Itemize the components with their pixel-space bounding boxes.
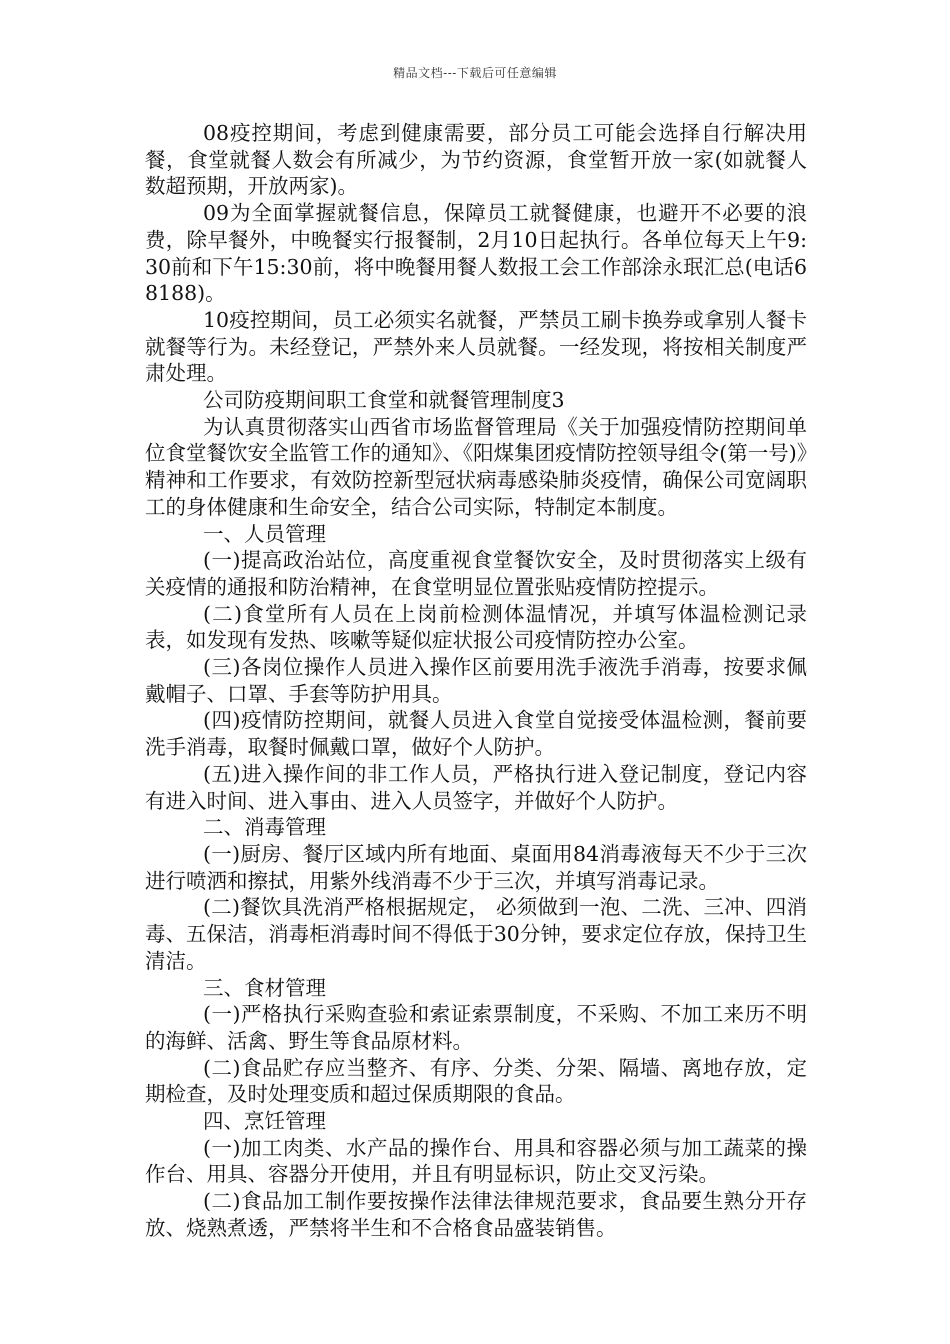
paragraph-personnel-3: (三)各岗位操作人员进入操作区前要用洗手液洗手消毒，按要求佩戴帽子、口罩、手套等防护用具。 <box>145 655 807 706</box>
page-header: 精品文档---下载后可任意编辑 <box>393 66 557 80</box>
paragraph-disinfection-1: (一)厨房、餐厅区域内所有地面、桌面用84消毒液每天不少于三次进行喷洒和擦拭，用紫外线消毒不少于三次，并填写消毒记录。 <box>145 841 807 893</box>
paragraph-personnel-1: (一)提高政治站位，高度重视食堂餐饮安全，及时贯彻落实上级有关疫情的通报和防治精神，在食堂明显位置张贴疫情防控提示。 <box>145 548 807 599</box>
paragraph-09-meal-reporting: 09为全面掌握就餐信息，保障员工就餐健康，也避开不必要的浪费，除早餐外，中晚餐实行报餐制，2月10日起执行。各单位每天上午9:30前和下午15:30前，将中晚餐用餐人数报工会工作部涂永珉汇总(电话68188)。 <box>145 201 807 306</box>
paragraph-personnel-5: (五)进入操作间的非工作人员，严格执行进入登记制度，登记内容有进入时间、进入事由、进入人员签字，并做好个人防护。 <box>145 761 807 813</box>
paragraph-cooking-2: (二)食品加工制作要按操作法律法律规范要求，食品要生熟分开存放、烧熟煮透，严禁将半生和不合格食品盛装销售。 <box>145 1189 807 1240</box>
paragraph-ingredient-1: (一)严格执行采购查验和索证索票制度，不采购、不加工来历不明的海鲜、活禽、野生等食品原材料。 <box>145 1002 807 1053</box>
paragraph-cooking-1: (一)加工肉类、水产品的操作台、用具和容器必须与加工蔬菜的操作台、用具、容器分开使用，并且有明显标识，防止交叉污染。 <box>145 1135 807 1187</box>
paragraph-ingredient-2: (二)食品贮存应当整齐、有序、分类、分架、隔墙、离地存放，定期检查，及时处理变质和超过保质期限的食品。 <box>145 1055 807 1107</box>
heading-personnel-management: 一、人员管理 <box>203 521 326 546</box>
heading-cooking-management: 四、烹饪管理 <box>203 1109 326 1134</box>
paragraph-personnel-2: (二)食堂所有人员在上岗前检测体温情况，并填写体温检测记录表，如发现有发热、咳嗽等疑似症状报公司疫情防控办公室。 <box>145 601 807 653</box>
heading-disinfection-management: 二、消毒管理 <box>203 815 326 840</box>
paragraph-08-reduced-dining: 08疫控期间，考虑到健康需要，部分员工可能会选择自行解决用餐，食堂就餐人数会有所减少，为节约资源，食堂暂开放一家(如就餐人数超预期，开放两家)。 <box>145 121 807 199</box>
paragraph-intro: 为认真贯彻落实山西省市场监督管理局《关于加强疫情防控期间单位食堂餐饮安全监管工作的通知》、《阳煤集团疫情防控领导组令(第一号)》精神和工作要求，有效防控新型冠状病毒感染肺炎疫情，确保公司宽阔职工的身体健康和生命安全，结合公司实际，特制定本制度。 <box>145 414 807 519</box>
document-body <box>145 120 807 1242</box>
paragraph-10-real-name-dining: 10疫控期间，员工必须实名就餐，严禁员工刷卡换券或拿别人餐卡就餐等行为。未经登记，严禁外来人员就餐。一经发现，将按相关制度严肃处理。 <box>145 307 807 386</box>
paragraph-disinfection-2: (二)餐饮具洗消严格根据规定， 必须做到一泡、二洗、三冲、四消毒、五保洁，消毒柜消毒时间不得低于30分钟，要求定位存放，保持卫生清洁。 <box>145 895 807 973</box>
paragraph-personnel-4: (四)疫情防控期间，就餐人员进入食堂自觉接受体温检测，餐前要洗手消毒，取餐时佩戴口罩，做好个人防护。 <box>145 708 807 760</box>
heading-ingredient-management: 三、食材管理 <box>203 975 326 1000</box>
section-title-regulation-3: 公司防疫期间职工食堂和就餐管理制度3 <box>203 388 565 413</box>
